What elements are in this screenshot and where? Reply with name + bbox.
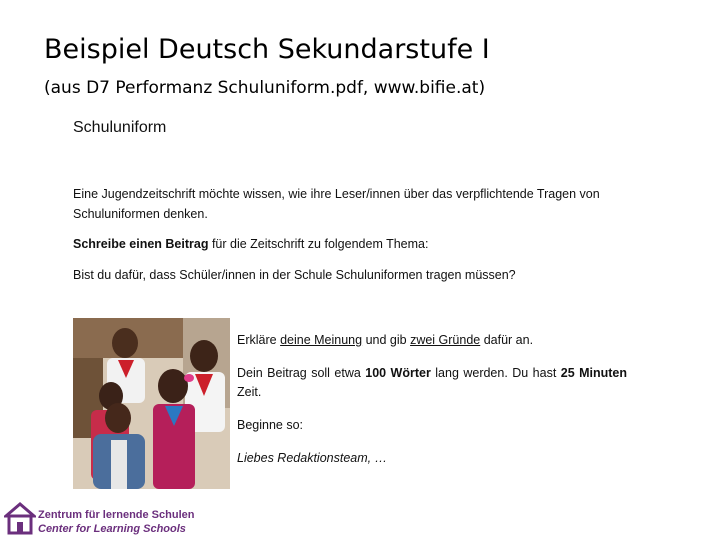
time-limit: 25 Minuten: [560, 366, 628, 380]
task-bold: Schreibe einen Beitrag: [73, 237, 209, 251]
instruction-begin: Beginne so:: [237, 418, 304, 432]
logo-line-en: Center for Learning Schools: [38, 523, 186, 535]
instruction-text: lang werden. Du hast: [430, 366, 561, 380]
slide-title: Beispiel Deutsch Sekundarstufe I: [44, 34, 490, 65]
instruction-salutation: Liebes Redaktionsteam, …: [237, 451, 388, 465]
students-photo: [73, 318, 230, 489]
instruction-length: [237, 364, 627, 402]
instruction-text: und gib: [362, 333, 411, 347]
intro-text: Eine Jugendzeitschrift möchte wissen, wie ihre Leser/innen über das verpflichtende Tragen von Schuluniformen denken.: [73, 187, 600, 221]
document-title: Schuluniform: [73, 119, 167, 136]
task-line: [73, 237, 428, 251]
logo-text: [38, 508, 194, 536]
slide-subtitle: (aus D7 Performanz Schuluniform.pdf, www.bifie.at): [44, 78, 486, 98]
question-text: Bist du dafür, dass Schüler/innen in der Schule Schuluniformen tragen müssen?: [73, 268, 516, 282]
task-rest: für die Zeitschrift zu folgendem Thema:: [208, 237, 429, 251]
instruction-explain: [237, 331, 627, 350]
underlined-reasons: zwei Gründe: [410, 333, 481, 347]
underlined-opinion: deine Meinung: [280, 333, 363, 347]
instructions-block: [237, 331, 627, 482]
instruction-text: Zeit.: [237, 385, 262, 399]
logo: [4, 500, 204, 538]
instruction-text: Dein Beitrag soll etwa: [237, 366, 366, 380]
instruction-text: Erkläre: [237, 333, 281, 347]
school-house-icon: [4, 502, 36, 536]
instruction-text: dafür an.: [480, 333, 534, 347]
word-count: 100 Wörter: [365, 366, 431, 380]
logo-line-de: Zentrum für lernende Schulen: [38, 509, 195, 521]
